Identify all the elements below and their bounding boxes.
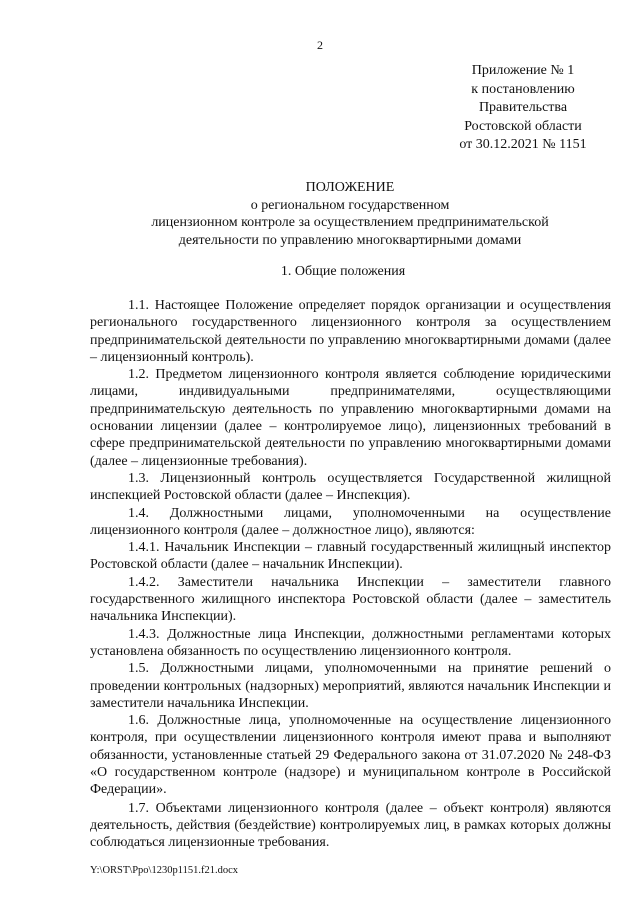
paragraph-1-4-2: 1.4.2. Заместители начальника Инспекции – заместители главного государственного жилищного инспектора Ростовской области (далее – заместитель начальника Инспекции). <box>90 574 611 625</box>
appendix-line: Правительства <box>478 100 568 115</box>
document-title <box>0 179 640 249</box>
body-text <box>90 297 611 852</box>
paragraph-1-2: 1.2. Предметом лицензионного контроля является соблюдение юридическими лицами, индивидуальными предпринимателями, осуществляющими предпринимательскую деятельность по управлению многоквартирными домами на основании лицензии (далее – контролируемое лицо), лицензионных требований в сфере предпринимательской деятельности по управлению многоквартирными домами (далее – лицензионные требования). <box>90 367 611 469</box>
paragraph-1-3: 1.3. Лицензионный контроль осуществляется Государственной жилищной инспекцией Ростовской области (далее – Инспекция). <box>90 470 611 504</box>
paragraph-1-6: 1.6. Должностные лица, уполномоченные на осуществление лицензионного контроля, при осуществлении лицензионного контроля имеют права и выполняют обязанности, установленные статьей 29 Федерального закона от 31.07.2020 № 248-ФЗ «О государственном контроле (надзоре) и муниципальном контроле в Российской Федерации». <box>90 713 611 798</box>
appendix-line: Ростовской области <box>464 118 582 134</box>
paragraph-1-5: 1.5. Должностными лицами, уполномоченными на принятие решений о проведении контрольных (надзорных) мероприятий, являются начальник Инспекции и заместители начальника Инспекции. <box>90 661 611 711</box>
paragraph-1-4: 1.4. Должностными лицами, уполномоченными на осуществление лицензионного контроля (далее – должностное лицо), являются: <box>90 505 611 538</box>
paragraph-1-7: 1.7. Объектами лицензионного контроля (далее – объект контроля) являются деятельность, действия (бездействие) контролируемых лиц, в рамках которых должны соблюдаться лицензионные требования. <box>90 800 611 851</box>
appendix-block <box>448 62 598 155</box>
page-number: 2 <box>317 38 323 52</box>
paragraph-1-1: 1.1. Настоящее Положение определяет порядок организации и осуществления регионального государственного лицензионного контроля за осуществлением предпринимательской деятельности по управлению многоквартирными домами (далее – лицензионный контроль). <box>90 298 611 365</box>
footer-file-path: Y:\ORST\Ppo\1230p1151.f21.docx <box>90 865 238 876</box>
appendix-line: от 30.12.2021 № 1151 <box>459 137 587 152</box>
title-heading: ПОЛОЖЕНИЕ <box>305 180 395 195</box>
section-heading: 1. Общие положения <box>280 264 406 279</box>
paragraph-1-4-3: 1.4.3. Должностные лица Инспекции, должностными регламентами которых установлена обязанность по осуществлению лицензионного контроля. <box>90 626 611 659</box>
title-line: о региональном государственном <box>250 197 450 213</box>
appendix-line: к постановлению <box>471 81 575 97</box>
title-line: лицензионном контроле за осуществлением предпринимательской <box>151 215 549 230</box>
paragraph-1-4-1: 1.4.1. Начальник Инспекции – главный государственный жилищный инспектор Ростовской области (далее – начальник Инспекции). <box>90 540 611 573</box>
appendix-line: Приложение № 1 <box>471 63 575 78</box>
title-line: деятельности по управлению многоквартирными домами <box>178 232 522 248</box>
